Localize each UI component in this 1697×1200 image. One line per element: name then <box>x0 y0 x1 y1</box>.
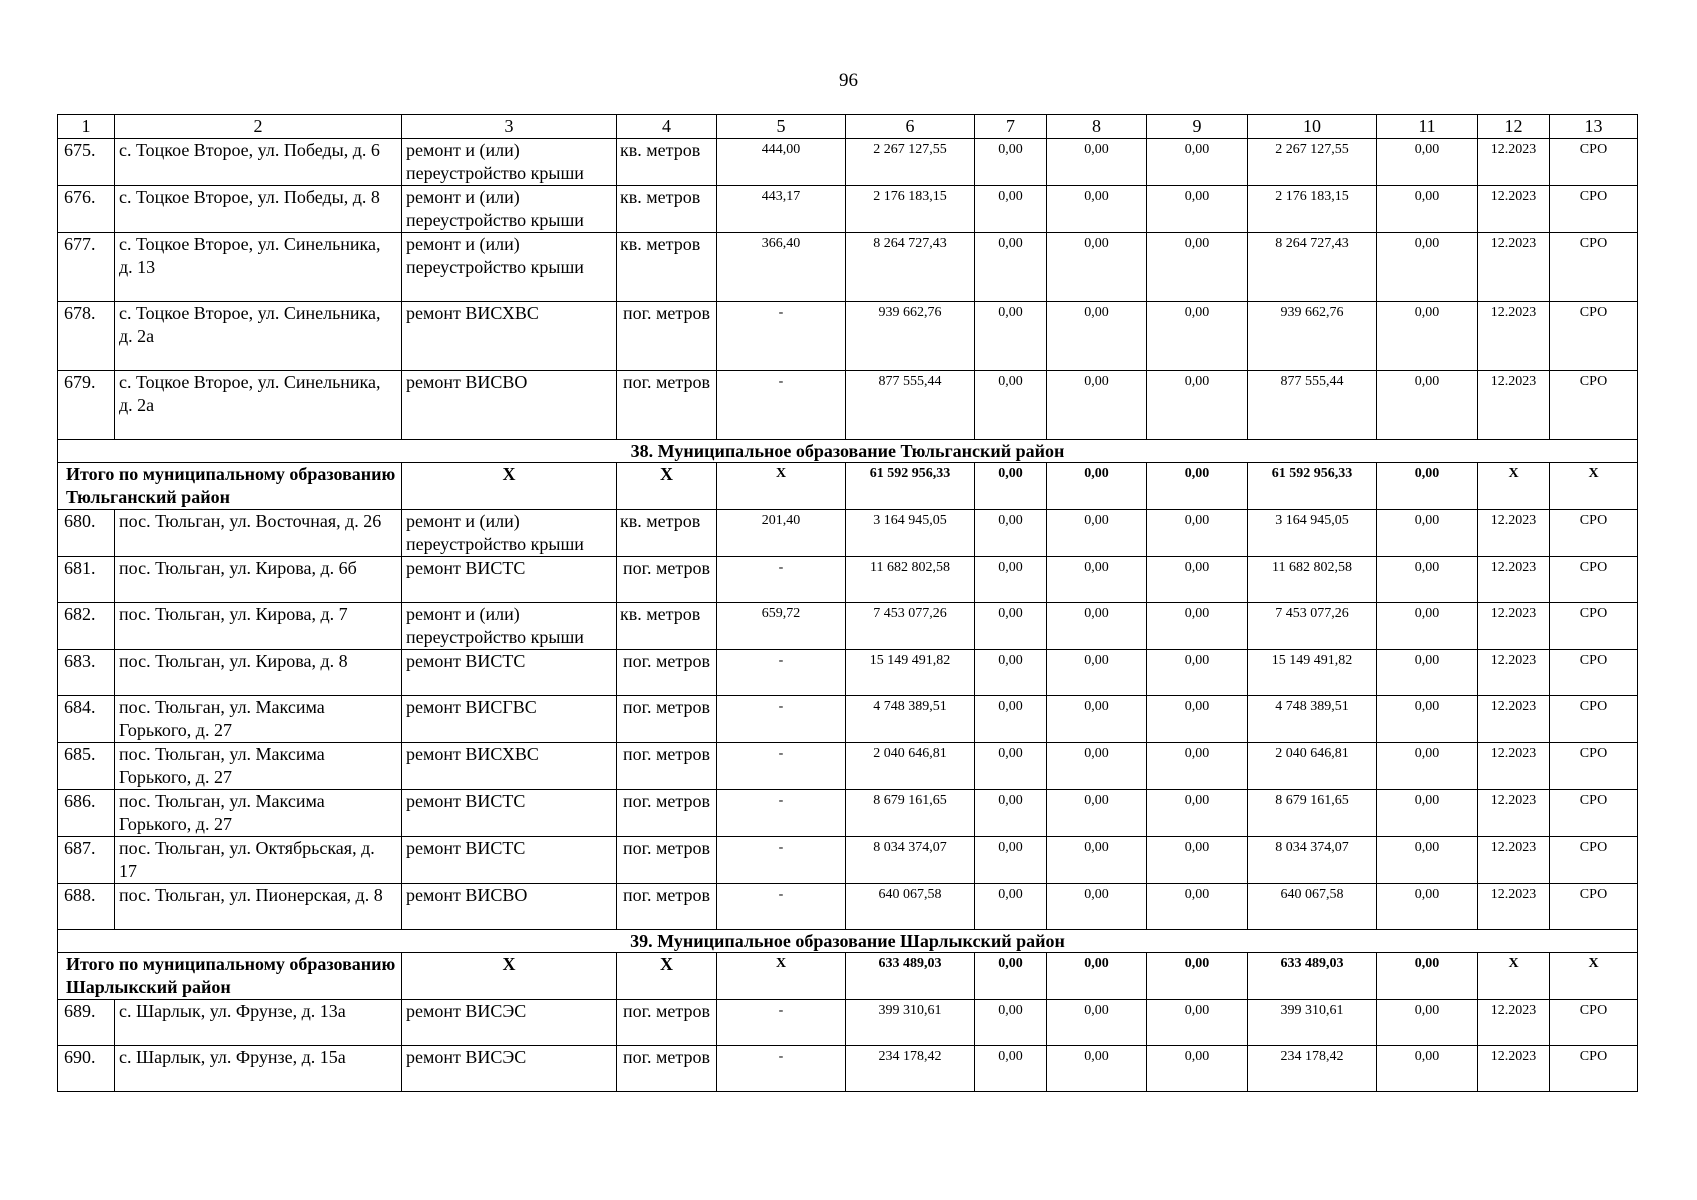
value-cell: 0,00 <box>975 371 1047 440</box>
value-cell: 0,00 <box>975 557 1047 603</box>
deadline-cell: 12.2023 <box>1478 1046 1550 1092</box>
total-label: Итого по муниципальному образованию Шарлыкский район <box>58 953 402 1000</box>
row-number: 678. <box>58 302 115 371</box>
total-x-cell: X <box>717 953 846 1000</box>
section-title-row <box>58 930 1638 953</box>
value-cell: 0,00 <box>1377 1000 1478 1046</box>
value-cell: 0,00 <box>1377 837 1478 884</box>
value-cell: 0,00 <box>1147 790 1248 837</box>
value-cell: 0,00 <box>1377 463 1478 510</box>
table-row <box>58 790 1638 837</box>
fund-cost-cell: 877 555,44 <box>1248 371 1377 440</box>
fund-cost-cell: 3 164 945,05 <box>1248 510 1377 557</box>
value-cell: 0,00 <box>1047 186 1147 233</box>
value-cell: 0,00 <box>1147 463 1248 510</box>
address-cell: с. Тоцкое Второе, ул. Синельника, д. 2а <box>115 371 402 440</box>
value-cell: 0,00 <box>975 510 1047 557</box>
value-cell: 0,00 <box>1147 557 1248 603</box>
value-cell: 0,00 <box>1377 953 1478 1000</box>
column-number-header <box>58 115 1638 139</box>
value-cell: 0,00 <box>1377 884 1478 930</box>
value-cell: 0,00 <box>1377 790 1478 837</box>
row-number: 675. <box>58 139 115 186</box>
deadline-cell: 12.2023 <box>1478 743 1550 790</box>
section-title: 38. Муниципальное образование Тюльганский район <box>58 440 1638 463</box>
total-cost-cell: 399 310,61 <box>846 1000 975 1046</box>
table-row <box>58 696 1638 743</box>
total-cost-cell: 11 682 802,58 <box>846 557 975 603</box>
work-type-cell: ремонт и (или) переустройство крыши <box>402 186 617 233</box>
value-cell: 0,00 <box>1147 1046 1248 1092</box>
source-cell: СРО <box>1550 139 1638 186</box>
value-cell: 0,00 <box>1047 463 1147 510</box>
address-cell: с. Тоцкое Второе, ул. Синельника, д. 13 <box>115 233 402 302</box>
header-cell: 6 <box>846 115 975 139</box>
total-x-cell: X <box>402 463 617 510</box>
quantity-cell: - <box>717 790 846 837</box>
address-cell: с. Тоцкое Второе, ул. Победы, д. 8 <box>115 186 402 233</box>
table-row <box>58 233 1638 302</box>
table-row <box>58 510 1638 557</box>
value-cell: 0,00 <box>975 953 1047 1000</box>
source-cell: СРО <box>1550 1046 1638 1092</box>
total-label: Итого по муниципальному образованию Тюльганский район <box>58 463 402 510</box>
unit-cell: пог. метров <box>617 650 717 696</box>
unit-cell: кв. метров <box>617 603 717 650</box>
row-number: 682. <box>58 603 115 650</box>
row-number: 685. <box>58 743 115 790</box>
work-type-cell: ремонт ВИСТС <box>402 557 617 603</box>
row-number: 680. <box>58 510 115 557</box>
address-cell: пос. Тюльган, ул. Октябрьская, д. 17 <box>115 837 402 884</box>
deadline-cell: 12.2023 <box>1478 371 1550 440</box>
source-cell: СРО <box>1550 743 1638 790</box>
total-row <box>58 953 1638 1000</box>
value-cell: 0,00 <box>1147 302 1248 371</box>
quantity-cell: - <box>717 1000 846 1046</box>
value-cell: 0,00 <box>1047 603 1147 650</box>
quantity-cell: - <box>717 1046 846 1092</box>
unit-cell: кв. метров <box>617 186 717 233</box>
total-cost-cell: 4 748 389,51 <box>846 696 975 743</box>
deadline-cell: 12.2023 <box>1478 302 1550 371</box>
total-cost-cell: 633 489,03 <box>846 953 975 1000</box>
address-cell: пос. Тюльган, ул. Максима Горького, д. 27 <box>115 696 402 743</box>
row-number: 681. <box>58 557 115 603</box>
header-cell: 7 <box>975 115 1047 139</box>
section-title-row <box>58 440 1638 463</box>
section-title: 39. Муниципальное образование Шарлыкский район <box>58 930 1638 953</box>
table-row <box>58 603 1638 650</box>
unit-cell: пог. метров <box>617 884 717 930</box>
work-type-cell: ремонт ВИСВО <box>402 884 617 930</box>
fund-cost-cell: 2 267 127,55 <box>1248 139 1377 186</box>
value-cell: 0,00 <box>1047 884 1147 930</box>
header-cell: 12 <box>1478 115 1550 139</box>
total-x-cell: X <box>617 463 717 510</box>
address-cell: пос. Тюльган, ул. Пионерская, д. 8 <box>115 884 402 930</box>
quantity-cell: - <box>717 837 846 884</box>
deadline-cell: 12.2023 <box>1478 1000 1550 1046</box>
value-cell: 0,00 <box>1377 603 1478 650</box>
total-x-cell: X <box>717 463 846 510</box>
header-cell: 1 <box>58 115 115 139</box>
fund-cost-cell: 8 264 727,43 <box>1248 233 1377 302</box>
total-row <box>58 463 1638 510</box>
address-cell: с. Шарлык, ул. Фрунзе, д. 13а <box>115 1000 402 1046</box>
unit-cell: пог. метров <box>617 837 717 884</box>
work-type-cell: ремонт ВИСТС <box>402 650 617 696</box>
header-cell: 4 <box>617 115 717 139</box>
unit-cell: кв. метров <box>617 510 717 557</box>
quantity-cell: - <box>717 884 846 930</box>
address-cell: с. Тоцкое Второе, ул. Синельника, д. 2а <box>115 302 402 371</box>
value-cell: 0,00 <box>1047 650 1147 696</box>
value-cell: 0,00 <box>975 837 1047 884</box>
value-cell: 0,00 <box>975 884 1047 930</box>
value-cell: 0,00 <box>975 790 1047 837</box>
value-cell: 0,00 <box>1147 884 1248 930</box>
source-cell: СРО <box>1550 603 1638 650</box>
value-cell: 0,00 <box>1047 743 1147 790</box>
total-x-cell: X <box>1550 953 1638 1000</box>
fund-cost-cell: 939 662,76 <box>1248 302 1377 371</box>
capital-repair-table <box>57 114 1638 1092</box>
unit-cell: пог. метров <box>617 1046 717 1092</box>
total-x-cell: X <box>1478 953 1550 1000</box>
source-cell: СРО <box>1550 302 1638 371</box>
fund-cost-cell: 399 310,61 <box>1248 1000 1377 1046</box>
total-cost-cell: 8 679 161,65 <box>846 790 975 837</box>
table-row <box>58 302 1638 371</box>
value-cell: 0,00 <box>1147 139 1248 186</box>
work-type-cell: ремонт и (или) переустройство крыши <box>402 603 617 650</box>
value-cell: 0,00 <box>1147 837 1248 884</box>
value-cell: 0,00 <box>975 696 1047 743</box>
total-cost-cell: 3 164 945,05 <box>846 510 975 557</box>
value-cell: 0,00 <box>1147 233 1248 302</box>
table-row <box>58 884 1638 930</box>
value-cell: 0,00 <box>1377 650 1478 696</box>
total-cost-cell: 61 592 956,33 <box>846 463 975 510</box>
value-cell: 0,00 <box>1377 557 1478 603</box>
value-cell: 0,00 <box>1147 186 1248 233</box>
deadline-cell: 12.2023 <box>1478 510 1550 557</box>
quantity-cell: - <box>717 371 846 440</box>
row-number: 679. <box>58 371 115 440</box>
value-cell: 0,00 <box>975 139 1047 186</box>
table-row <box>58 1000 1638 1046</box>
unit-cell: пог. метров <box>617 743 717 790</box>
value-cell: 0,00 <box>975 463 1047 510</box>
value-cell: 0,00 <box>975 233 1047 302</box>
table-row <box>58 650 1638 696</box>
work-type-cell: ремонт ВИСГВС <box>402 696 617 743</box>
deadline-cell: 12.2023 <box>1478 603 1550 650</box>
value-cell: 0,00 <box>1377 743 1478 790</box>
quantity-cell: 444,00 <box>717 139 846 186</box>
value-cell: 0,00 <box>1377 1046 1478 1092</box>
value-cell: 0,00 <box>1377 510 1478 557</box>
value-cell: 0,00 <box>1377 371 1478 440</box>
value-cell: 0,00 <box>1047 1000 1147 1046</box>
work-type-cell: ремонт ВИСХВС <box>402 743 617 790</box>
total-cost-cell: 15 149 491,82 <box>846 650 975 696</box>
quantity-cell: - <box>717 650 846 696</box>
total-cost-cell: 8 034 374,07 <box>846 837 975 884</box>
work-type-cell: ремонт ВИСВО <box>402 371 617 440</box>
value-cell: 0,00 <box>1047 790 1147 837</box>
row-number: 688. <box>58 884 115 930</box>
total-cost-cell: 2 176 183,15 <box>846 186 975 233</box>
work-type-cell: ремонт и (или) переустройство крыши <box>402 139 617 186</box>
fund-cost-cell: 234 178,42 <box>1248 1046 1377 1092</box>
source-cell: СРО <box>1550 696 1638 743</box>
table-row <box>58 557 1638 603</box>
table-row <box>58 371 1638 440</box>
source-cell: СРО <box>1550 650 1638 696</box>
value-cell: 0,00 <box>1147 650 1248 696</box>
total-cost-cell: 234 178,42 <box>846 1046 975 1092</box>
value-cell: 0,00 <box>1147 1000 1248 1046</box>
row-number: 683. <box>58 650 115 696</box>
address-cell: пос. Тюльган, ул. Максима Горького, д. 27 <box>115 743 402 790</box>
unit-cell: кв. метров <box>617 139 717 186</box>
quantity-cell: 201,40 <box>717 510 846 557</box>
row-number: 689. <box>58 1000 115 1046</box>
value-cell: 0,00 <box>1147 696 1248 743</box>
value-cell: 0,00 <box>975 1000 1047 1046</box>
address-cell: пос. Тюльган, ул. Восточная, д. 26 <box>115 510 402 557</box>
quantity-cell: - <box>717 696 846 743</box>
address-cell: с. Тоцкое Второе, ул. Победы, д. 6 <box>115 139 402 186</box>
total-cost-cell: 939 662,76 <box>846 302 975 371</box>
total-cost-cell: 7 453 077,26 <box>846 603 975 650</box>
unit-cell: пог. метров <box>617 302 717 371</box>
unit-cell: пог. метров <box>617 696 717 743</box>
address-cell: пос. Тюльган, ул. Кирова, д. 6б <box>115 557 402 603</box>
source-cell: СРО <box>1550 510 1638 557</box>
fund-cost-cell: 4 748 389,51 <box>1248 696 1377 743</box>
fund-cost-cell: 2 040 646,81 <box>1248 743 1377 790</box>
row-number: 687. <box>58 837 115 884</box>
row-number: 684. <box>58 696 115 743</box>
fund-cost-cell: 633 489,03 <box>1248 953 1377 1000</box>
address-cell: пос. Тюльган, ул. Кирова, д. 8 <box>115 650 402 696</box>
page-number: 96 <box>839 70 858 91</box>
source-cell: СРО <box>1550 557 1638 603</box>
row-number: 686. <box>58 790 115 837</box>
value-cell: 0,00 <box>1377 139 1478 186</box>
source-cell: СРО <box>1550 371 1638 440</box>
deadline-cell: 12.2023 <box>1478 139 1550 186</box>
quantity-cell: - <box>717 302 846 371</box>
deadline-cell: 12.2023 <box>1478 650 1550 696</box>
work-type-cell: ремонт ВИСТС <box>402 790 617 837</box>
value-cell: 0,00 <box>1047 557 1147 603</box>
header-cell: 10 <box>1248 115 1377 139</box>
header-cell: 8 <box>1047 115 1147 139</box>
header-cell: 3 <box>402 115 617 139</box>
total-x-cell: X <box>1478 463 1550 510</box>
total-x-cell: X <box>617 953 717 1000</box>
value-cell: 0,00 <box>1147 743 1248 790</box>
quantity-cell: 443,17 <box>717 186 846 233</box>
fund-cost-cell: 7 453 077,26 <box>1248 603 1377 650</box>
work-type-cell: ремонт ВИСЭС <box>402 1000 617 1046</box>
table-row <box>58 743 1638 790</box>
total-x-cell: X <box>402 953 617 1000</box>
total-cost-cell: 8 264 727,43 <box>846 233 975 302</box>
fund-cost-cell: 8 679 161,65 <box>1248 790 1377 837</box>
total-x-cell: X <box>1550 463 1638 510</box>
value-cell: 0,00 <box>1047 233 1147 302</box>
total-cost-cell: 2 267 127,55 <box>846 139 975 186</box>
source-cell: СРО <box>1550 233 1638 302</box>
value-cell: 0,00 <box>1047 696 1147 743</box>
work-type-cell: ремонт и (или) переустройство крыши <box>402 510 617 557</box>
deadline-cell: 12.2023 <box>1478 186 1550 233</box>
quantity-cell: 659,72 <box>717 603 846 650</box>
value-cell: 0,00 <box>1377 696 1478 743</box>
unit-cell: кв. метров <box>617 233 717 302</box>
address-cell: пос. Тюльган, ул. Кирова, д. 7 <box>115 603 402 650</box>
value-cell: 0,00 <box>1047 139 1147 186</box>
value-cell: 0,00 <box>975 186 1047 233</box>
work-type-cell: ремонт ВИСХВС <box>402 302 617 371</box>
quantity-cell: 366,40 <box>717 233 846 302</box>
table-row <box>58 837 1638 884</box>
row-number: 676. <box>58 186 115 233</box>
deadline-cell: 12.2023 <box>1478 696 1550 743</box>
fund-cost-cell: 15 149 491,82 <box>1248 650 1377 696</box>
header-cell: 11 <box>1377 115 1478 139</box>
quantity-cell: - <box>717 743 846 790</box>
fund-cost-cell: 8 034 374,07 <box>1248 837 1377 884</box>
value-cell: 0,00 <box>975 302 1047 371</box>
value-cell: 0,00 <box>1047 1046 1147 1092</box>
unit-cell: пог. метров <box>617 790 717 837</box>
work-type-cell: ремонт ВИСТС <box>402 837 617 884</box>
value-cell: 0,00 <box>1377 233 1478 302</box>
value-cell: 0,00 <box>975 1046 1047 1092</box>
deadline-cell: 12.2023 <box>1478 884 1550 930</box>
table-row <box>58 1046 1638 1092</box>
fund-cost-cell: 61 592 956,33 <box>1248 463 1377 510</box>
row-number: 690. <box>58 1046 115 1092</box>
value-cell: 0,00 <box>1147 371 1248 440</box>
unit-cell: пог. метров <box>617 371 717 440</box>
value-cell: 0,00 <box>1047 837 1147 884</box>
header-cell: 9 <box>1147 115 1248 139</box>
fund-cost-cell: 11 682 802,58 <box>1248 557 1377 603</box>
fund-cost-cell: 640 067,58 <box>1248 884 1377 930</box>
header-cell: 5 <box>717 115 846 139</box>
value-cell: 0,00 <box>1047 953 1147 1000</box>
work-type-cell: ремонт и (или) переустройство крыши <box>402 233 617 302</box>
quantity-cell: - <box>717 557 846 603</box>
value-cell: 0,00 <box>1147 953 1248 1000</box>
value-cell: 0,00 <box>1147 603 1248 650</box>
address-cell: пос. Тюльган, ул. Максима Горького, д. 27 <box>115 790 402 837</box>
source-cell: СРО <box>1550 790 1638 837</box>
fund-cost-cell: 2 176 183,15 <box>1248 186 1377 233</box>
header-cell: 2 <box>115 115 402 139</box>
total-cost-cell: 877 555,44 <box>846 371 975 440</box>
total-cost-cell: 2 040 646,81 <box>846 743 975 790</box>
source-cell: СРО <box>1550 1000 1638 1046</box>
value-cell: 0,00 <box>1377 186 1478 233</box>
value-cell: 0,00 <box>975 603 1047 650</box>
source-cell: СРО <box>1550 884 1638 930</box>
header-cell: 13 <box>1550 115 1638 139</box>
value-cell: 0,00 <box>975 650 1047 696</box>
source-cell: СРО <box>1550 186 1638 233</box>
value-cell: 0,00 <box>1377 302 1478 371</box>
unit-cell: пог. метров <box>617 557 717 603</box>
table-row <box>58 139 1638 186</box>
address-cell: с. Шарлык, ул. Фрунзе, д. 15а <box>115 1046 402 1092</box>
source-cell: СРО <box>1550 837 1638 884</box>
unit-cell: пог. метров <box>617 1000 717 1046</box>
work-type-cell: ремонт ВИСЭС <box>402 1046 617 1092</box>
deadline-cell: 12.2023 <box>1478 233 1550 302</box>
deadline-cell: 12.2023 <box>1478 790 1550 837</box>
value-cell: 0,00 <box>1047 302 1147 371</box>
value-cell: 0,00 <box>1047 510 1147 557</box>
value-cell: 0,00 <box>1047 371 1147 440</box>
deadline-cell: 12.2023 <box>1478 557 1550 603</box>
value-cell: 0,00 <box>1147 510 1248 557</box>
table-row <box>58 186 1638 233</box>
deadline-cell: 12.2023 <box>1478 837 1550 884</box>
value-cell: 0,00 <box>975 743 1047 790</box>
row-number: 677. <box>58 233 115 302</box>
total-cost-cell: 640 067,58 <box>846 884 975 930</box>
